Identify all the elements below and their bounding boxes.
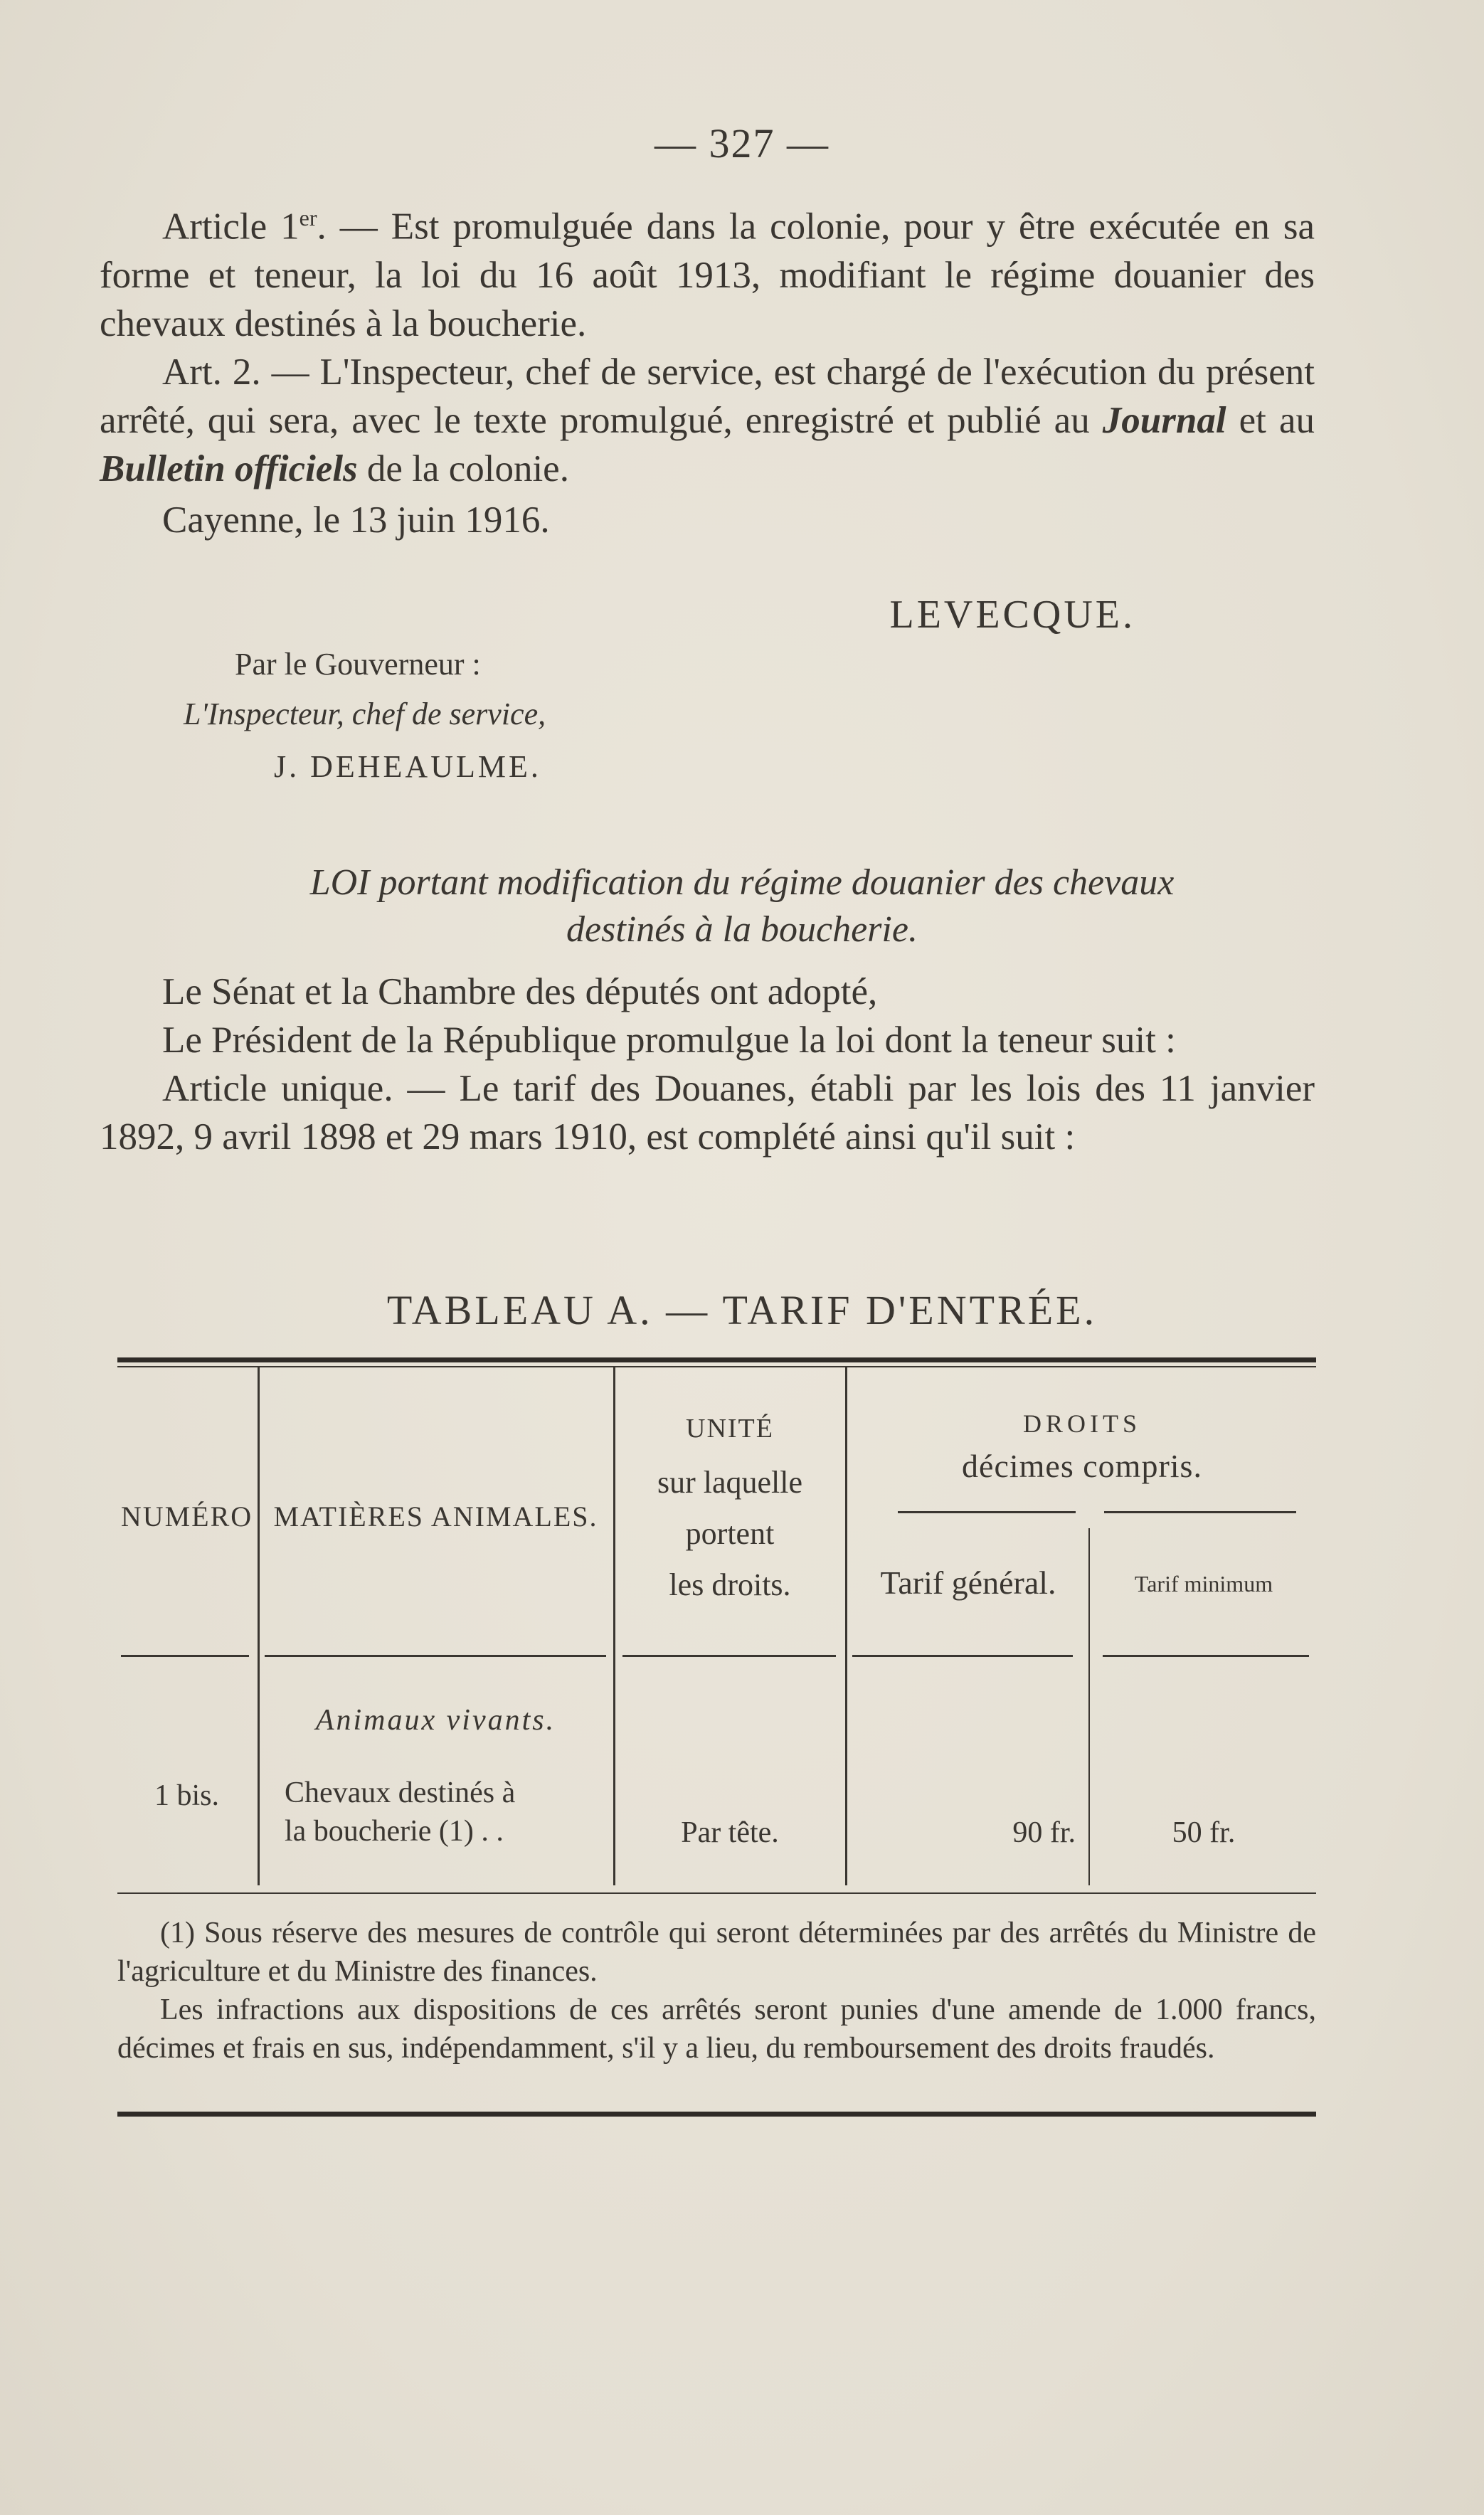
article-unique: Article unique. — Le tarif des Douanes, établi par les lois des 11 janvier 1892, 9 avril 1898 et 29 mars 1910, est complété ainsi qu'il suit : [100, 1068, 1315, 1158]
table-top-rule [117, 1357, 1316, 1362]
header-numero: NUMÉRO [120, 1500, 253, 1532]
col-divider-2 [613, 1366, 615, 1885]
footnote-2: Les infractions aux dispositions de ces arrêtés seront punies d'une amende de 1.000 francs, décimes et frais en sus, indépendamment, s'il y a lieu, du remboursement des droits fraudés. [117, 1994, 1316, 2065]
row-tarif-general: 90 fr. [1012, 1816, 1076, 1849]
inspecteur-name: J. DEHEAULME. [274, 749, 541, 784]
header-unite-3: portent [685, 1516, 775, 1551]
row-numero: 1 bis. [154, 1779, 219, 1812]
header-matieres: MATIÈRES ANIMALES. [273, 1500, 598, 1532]
loi-title-line-1: LOI portant modification du régime douanier des chevaux [309, 862, 1175, 903]
par-gouverneur: Par le Gouverneur : [235, 647, 481, 682]
footnote-1: (1) Sous réserve des mesures de contrôle qui seront déterminées par des arrêtés du Ministre de l'agriculture et du Ministre des finances. [117, 1917, 1316, 1988]
row-tarif-minimum: 50 fr. [1172, 1816, 1236, 1849]
tableau-title: TABLEAU A. — TARIF D'ENTRÉE. [386, 1287, 1098, 1333]
droits-rule-left [898, 1511, 1076, 1513]
section-animaux-vivants: Animaux vivants. [315, 1704, 556, 1737]
signature: LEVECQUE. [889, 593, 1135, 637]
row-matiere-line-2: la boucherie (1) . . [285, 1815, 504, 1848]
header-rule-1 [121, 1655, 249, 1657]
header-rule-2 [265, 1655, 606, 1657]
row-unite: Par tête. [681, 1816, 779, 1849]
header-rule-3 [622, 1655, 836, 1657]
col-divider-3 [845, 1366, 847, 1885]
article-2: Art. 2. — L'Inspecteur, chef de service, est chargé de l'exécution du présent arrêté, qui sera, avec le texte promulgué, enregistré et publié au Journal et au Bulletin officiels de la colonie. [100, 351, 1315, 489]
header-rule-4 [852, 1655, 1073, 1657]
header-droits-2: décimes compris. [962, 1448, 1202, 1484]
header-droits-1: DROITS [1022, 1409, 1141, 1438]
loi-title-line-2: destinés à la boucherie. [566, 909, 918, 950]
header-tarif-general: Tarif général. [880, 1564, 1056, 1601]
header-unite-1: UNITÉ [686, 1414, 774, 1444]
place-date: Cayenne, le 13 juin 1916. [162, 499, 550, 541]
loi-body [100, 968, 1315, 1161]
page-number: — 327 — [654, 120, 830, 166]
col-divider-1 [258, 1366, 260, 1885]
droits-rule-right [1104, 1511, 1296, 1513]
table-bottom-rule [117, 1892, 1316, 1894]
header-tarif-minimum: Tarif minimum [1134, 1571, 1273, 1597]
page-bottom-rule [117, 2112, 1316, 2117]
president-line: Le Président de la République promulgue la loi dont la teneur suit : [162, 1020, 1176, 1061]
row-matiere-line-1: Chevaux destinés à [285, 1777, 516, 1809]
senat-line: Le Sénat et la Chambre des députés ont adopté, [162, 971, 878, 1012]
header-unite-4: les droits. [669, 1567, 791, 1602]
article-1: Article 1er. — Est promulguée dans la colonie, pour y être exécutée en sa forme et teneur, la loi du 16 août 1913, modifiant le régime douanier des chevaux destinés à la boucherie. [100, 205, 1315, 344]
inspecteur-title: L'Inspecteur, chef de service, [184, 697, 546, 731]
header-unite-2: sur laquelle [657, 1465, 803, 1500]
table-top-thin-rule [117, 1366, 1316, 1367]
loi-title [0, 859, 1484, 953]
arrete-body [100, 194, 1315, 544]
col-divider-4 [1088, 1528, 1090, 1885]
header-rule-5 [1103, 1655, 1309, 1657]
